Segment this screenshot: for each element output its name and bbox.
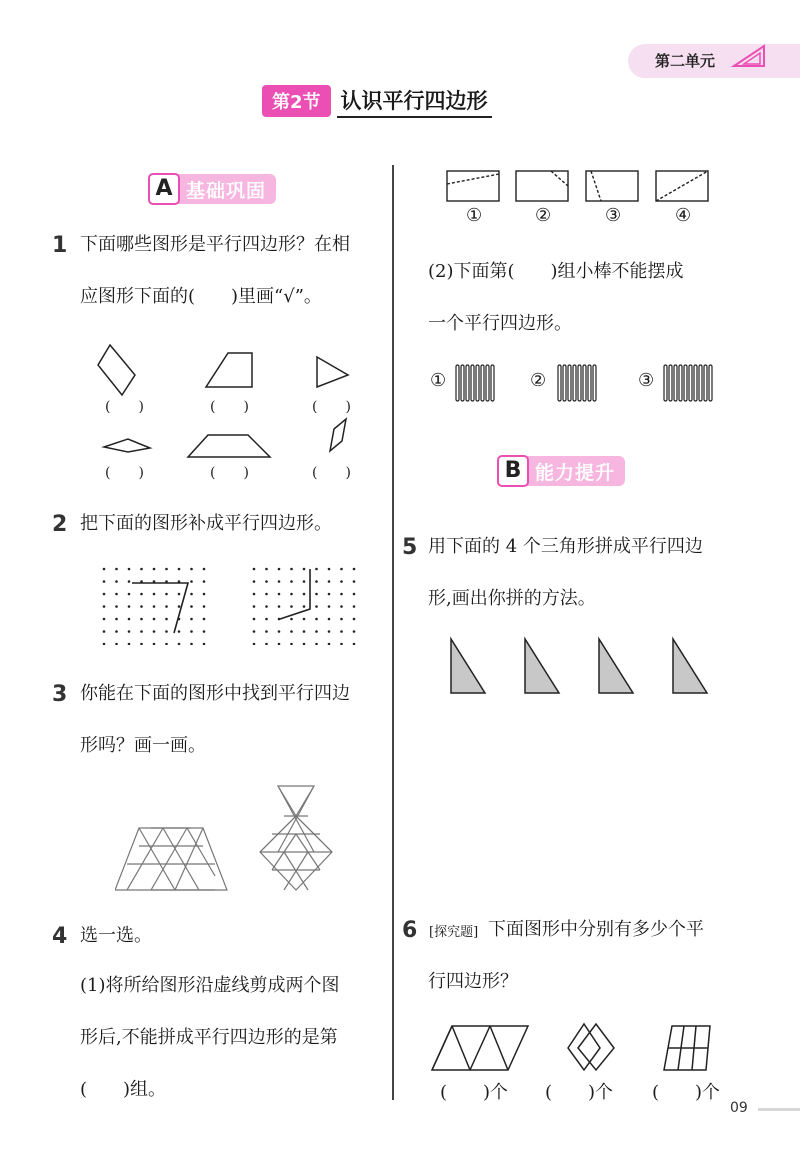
q4-option-4: ④ — [675, 205, 692, 226]
grid-dot — [153, 618, 156, 621]
stick — [583, 365, 586, 401]
grid-dot — [128, 580, 131, 583]
grid-dot — [328, 605, 331, 608]
stick — [699, 365, 702, 401]
grid-dot — [265, 630, 268, 633]
grid-dot — [328, 580, 331, 583]
grid-dot — [303, 605, 306, 608]
q3-line1: 你能在下面的图形中找到平行四边 — [80, 683, 350, 704]
grid-dot — [265, 618, 268, 621]
section-badge: 第2节 — [262, 85, 331, 117]
q6-figure-rhombus-pair — [568, 1024, 614, 1070]
q6-figures — [428, 1020, 728, 1076]
grid-dot — [178, 630, 181, 633]
right-triangle — [525, 639, 559, 693]
grid-dot — [315, 618, 318, 621]
grid-dot — [353, 580, 356, 583]
q6-answer-2[interactable]: ( )个 — [545, 1082, 614, 1103]
stick — [573, 365, 576, 401]
grid-dot — [203, 630, 206, 633]
grid-dot — [140, 568, 143, 571]
grid-dot — [253, 593, 256, 596]
grid-dot — [140, 618, 143, 621]
triangle-grid-parallelogram — [115, 828, 227, 890]
grid-dot — [328, 618, 331, 621]
grid-dot — [115, 630, 118, 633]
grid-dot — [328, 643, 331, 645]
q4-option-2: ② — [535, 205, 552, 226]
q4-stick-groups — [450, 363, 720, 405]
q6-figure-triangle-strip — [432, 1026, 528, 1070]
grid-dot — [353, 568, 356, 571]
grid-dot — [353, 605, 356, 608]
grid-dot — [353, 593, 356, 596]
grid-dot — [315, 593, 318, 596]
q4-option-1: ① — [466, 205, 483, 226]
grid-dot — [253, 580, 256, 583]
page-line — [758, 1108, 800, 1111]
grid-dot — [278, 643, 281, 645]
grid-dot — [153, 605, 156, 608]
stick — [684, 365, 687, 401]
stick — [704, 365, 707, 401]
grid-dot — [178, 568, 181, 571]
stick-label-1: ① — [430, 370, 447, 391]
set-square-icon — [730, 42, 770, 70]
grid-dot — [103, 643, 106, 645]
grid-dot — [153, 568, 156, 571]
q4-sub1-line2: 形后,不能拼成平行四边形的是第 — [80, 1027, 338, 1048]
stick — [563, 365, 566, 401]
grid-dot — [103, 630, 106, 633]
grid-dot — [203, 605, 206, 608]
grid-dot — [140, 630, 143, 633]
grid-dot — [265, 643, 268, 645]
grid-dot — [140, 643, 143, 645]
part-a-badge — [148, 174, 276, 204]
right-triangle — [451, 639, 485, 693]
stick — [669, 365, 672, 401]
grid-dot — [178, 593, 181, 596]
grid-dot — [103, 568, 106, 571]
q4-text: 选一选。 — [80, 925, 152, 946]
grid-dot — [265, 593, 268, 596]
grid-dot — [203, 618, 206, 621]
q4-sub2-line1: (2)下面第( )组小棒不能摆成 — [428, 261, 684, 282]
q1-answer-paren[interactable]: ( ) — [105, 465, 144, 481]
grid-dot — [253, 643, 256, 645]
grid-dot — [278, 593, 281, 596]
grid-dot — [165, 605, 168, 608]
grid-dot — [115, 643, 118, 645]
q2-partial-shape-left — [132, 583, 188, 633]
grid-dot — [290, 618, 293, 621]
part-b-letter: B — [497, 455, 529, 487]
q5-triangles — [445, 635, 720, 697]
grid-dot — [190, 580, 193, 583]
grid-dot — [190, 630, 193, 633]
grid-dot — [165, 630, 168, 633]
grid-dot — [140, 593, 143, 596]
stick — [694, 365, 697, 401]
stick — [578, 365, 581, 401]
grid-dot — [278, 568, 281, 571]
q2-partial-shape-right — [280, 569, 310, 619]
grid-dot — [128, 605, 131, 608]
stick — [709, 365, 712, 401]
q6-figure-grid-parallelogram — [664, 1026, 710, 1070]
grid-dot — [190, 593, 193, 596]
stick — [568, 365, 571, 401]
grid-dot — [178, 643, 181, 645]
grid-dot — [178, 605, 181, 608]
q4-option-3: ③ — [605, 205, 622, 226]
grid-dot — [153, 630, 156, 633]
grid-dot — [165, 618, 168, 621]
grid-dot — [315, 643, 318, 645]
grid-dot — [115, 593, 118, 596]
grid-dot — [340, 643, 343, 645]
q6-answer-1[interactable]: ( )个 — [440, 1082, 509, 1103]
grid-dot — [278, 618, 281, 621]
part-a-title: 基础巩固 — [186, 179, 267, 202]
grid-dot — [128, 618, 131, 621]
q6-answer-3[interactable]: ( )个 — [652, 1082, 721, 1103]
stick — [689, 365, 692, 401]
grid-dot — [203, 568, 206, 571]
stick — [588, 365, 591, 401]
grid-dot — [203, 593, 206, 596]
stick — [558, 365, 561, 401]
q2-dot-grids — [100, 565, 360, 645]
grid-dot — [103, 580, 106, 583]
grid-dot — [115, 618, 118, 621]
grid-dot — [153, 593, 156, 596]
grid-dot — [128, 593, 131, 596]
q2-text: 把下面的图形补成平行四边形。 — [80, 513, 332, 534]
q4-sub1-line1: (1)将所给图形沿虚线剪成两个图 — [80, 975, 340, 996]
grid-dot — [115, 580, 118, 583]
grid-dot — [165, 643, 168, 645]
grid-dot — [115, 568, 118, 571]
q6-tag: [探究题] — [429, 925, 479, 940]
dot-grid-left — [103, 568, 206, 645]
q4-cut-rectangles — [445, 168, 715, 204]
grid-dot — [303, 568, 306, 571]
grid-dot — [115, 605, 118, 608]
right-triangle — [673, 639, 707, 693]
part-a-letter: A — [148, 173, 180, 205]
grid-dot — [140, 605, 143, 608]
grid-dot — [290, 605, 293, 608]
stick — [456, 365, 459, 401]
q5-line1: 用下面的 4 个三角形拼成平行四边 — [428, 536, 703, 557]
grid-dot — [290, 580, 293, 583]
grid-dot — [128, 630, 131, 633]
stick-label-3: ③ — [638, 370, 655, 391]
grid-dot — [328, 630, 331, 633]
grid-dot — [303, 618, 306, 621]
q4-number: 4 — [52, 924, 68, 949]
stick — [593, 365, 596, 401]
grid-dot — [303, 593, 306, 596]
q1-line1: 下面哪些图形是平行四边形？在相 — [80, 234, 350, 255]
grid-dot — [190, 618, 193, 621]
grid-dot — [190, 568, 193, 571]
q1-shape-parallelogram-tall — [98, 345, 135, 395]
q3-line2: 形吗？画一画。 — [80, 735, 206, 756]
grid-dot — [165, 593, 168, 596]
grid-dot — [103, 605, 106, 608]
grid-dot — [290, 630, 293, 633]
grid-dot — [103, 593, 106, 596]
grid-dot — [190, 605, 193, 608]
grid-dot — [328, 568, 331, 571]
right-triangle — [599, 639, 633, 693]
grid-dot — [203, 580, 206, 583]
grid-dot — [340, 580, 343, 583]
grid-dot — [303, 630, 306, 633]
grid-dot — [315, 580, 318, 583]
grid-dot — [278, 605, 281, 608]
q4-sub1-line3: ( )组。 — [80, 1079, 167, 1100]
grid-dot — [340, 593, 343, 596]
dot-grid-right — [253, 568, 356, 645]
column-divider — [392, 165, 394, 1100]
grid-dot — [278, 630, 281, 633]
q1-answer-paren[interactable]: ( ) — [312, 465, 351, 481]
q1-shape-trapezoid — [206, 353, 252, 387]
q1-answer-paren[interactable]: ( ) — [210, 399, 249, 415]
stick-label-2: ② — [530, 370, 547, 391]
grid-dot — [328, 593, 331, 596]
grid-dot — [265, 605, 268, 608]
grid-dot — [303, 643, 306, 645]
stick — [491, 365, 494, 401]
q1-answer-paren[interactable]: ( ) — [312, 399, 351, 415]
grid-dot — [203, 643, 206, 645]
grid-dot — [303, 580, 306, 583]
q5-line2: 形,画出你拼的方法。 — [428, 588, 596, 609]
q6-number: 6 — [402, 918, 418, 943]
grid-dot — [353, 630, 356, 633]
grid-dot — [165, 568, 168, 571]
stick — [471, 365, 474, 401]
stick — [476, 365, 479, 401]
grid-dot — [278, 580, 281, 583]
grid-dot — [153, 643, 156, 645]
grid-dot — [290, 593, 293, 596]
stick — [674, 365, 677, 401]
q2-number: 2 — [52, 512, 68, 537]
unit-label: 第二单元 — [655, 52, 716, 70]
grid-dot — [128, 568, 131, 571]
grid-dot — [353, 643, 356, 645]
grid-dot — [253, 618, 256, 621]
grid-dot — [190, 643, 193, 645]
part-b-title: 能力提升 — [535, 461, 616, 484]
q1-answer-paren[interactable]: ( ) — [210, 465, 249, 481]
triangle-grid-diamond — [260, 786, 332, 890]
stick — [486, 365, 489, 401]
grid-dot — [315, 568, 318, 571]
q1-shape-parallelogram-slant — [330, 419, 346, 451]
q6-line2: 行四边形？ — [428, 971, 518, 992]
stick — [466, 365, 469, 401]
grid-dot — [128, 643, 131, 645]
q1-line2: 应图形下面的( )里画“√”。 — [80, 286, 322, 307]
grid-dot — [253, 568, 256, 571]
grid-dot — [290, 643, 293, 645]
grid-dot — [265, 568, 268, 571]
grid-dot — [340, 568, 343, 571]
grid-dot — [340, 618, 343, 621]
q1-shape-parallelogram-wide — [188, 435, 270, 457]
grid-dot — [253, 630, 256, 633]
grid-dot — [265, 580, 268, 583]
stick — [481, 365, 484, 401]
section-heading — [262, 86, 492, 116]
q3-triangle-grids — [115, 782, 355, 894]
q1-shape-triangle — [317, 357, 348, 387]
grid-dot — [315, 605, 318, 608]
q5-number: 5 — [402, 535, 418, 560]
grid-dot — [103, 618, 106, 621]
grid-dot — [290, 568, 293, 571]
stick — [664, 365, 667, 401]
q1-number: 1 — [52, 233, 68, 258]
q3-number: 3 — [52, 682, 68, 707]
q6-line1: 下面图形中分别有多少个平 — [488, 919, 704, 940]
q1-shape-kite — [104, 439, 150, 452]
page-number: 09 — [730, 1100, 748, 1116]
q4-sub2-line2: 一个平行四边形。 — [428, 313, 572, 334]
q1-answer-paren[interactable]: ( ) — [105, 399, 144, 415]
part-b-badge — [497, 456, 625, 486]
grid-dot — [315, 630, 318, 633]
grid-dot — [340, 605, 343, 608]
stick — [679, 365, 682, 401]
grid-dot — [253, 605, 256, 608]
section-title: 认识平行四边形 — [337, 85, 492, 118]
grid-dot — [353, 618, 356, 621]
grid-dot — [340, 630, 343, 633]
stick — [461, 365, 464, 401]
